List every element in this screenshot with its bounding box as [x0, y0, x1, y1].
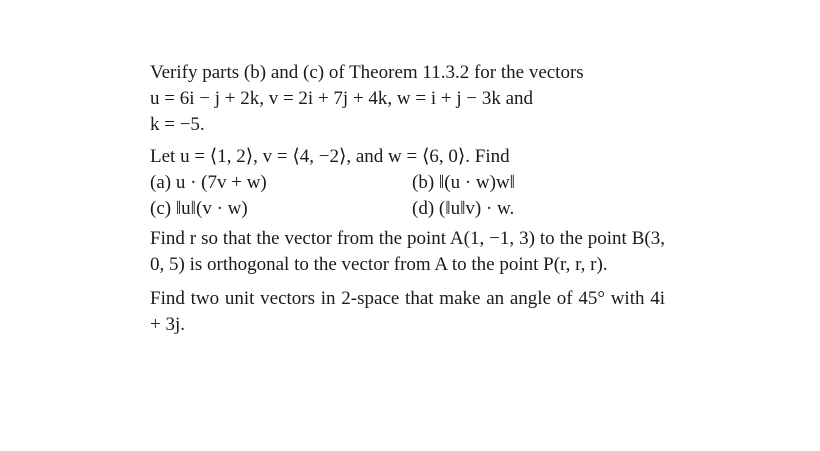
part-d: (d) (‖u‖v) · w.	[412, 198, 515, 219]
problem-find-expressions	[150, 144, 665, 222]
problem1-line1: Verify parts (b) and (c) of Theorem 11.3.2 for the vectors	[150, 62, 584, 83]
problem-verify-theorem	[150, 60, 665, 138]
problem-unit-vectors: Find two unit vectors in 2-space that make an angle of 45° with 4i + 3j.	[150, 288, 665, 335]
exercise-block	[150, 60, 665, 338]
problem1-line3: k = −5.	[150, 114, 205, 135]
problem-orthogonal-vector: Find r so that the vector from the point A(1, −1, 3) to the point B(3, 0, 5) is orthogonal to the vector from A to the point P(r, r, r).	[150, 228, 665, 275]
problem1-line2: u = 6i − j + 2k, v = 2i + 7j + 4k, w = i + j − 3k and	[150, 88, 534, 109]
part-a: (a) u · (7v + w)	[150, 172, 267, 193]
problem2-intro: Let u = ⟨1, 2⟩, v = ⟨4, −2⟩, and w = ⟨6, 0⟩. Find	[150, 146, 510, 167]
problem2-parts-grid	[150, 170, 665, 222]
part-b: (b) ‖(u · w)w‖	[412, 172, 515, 193]
part-c: (c) ‖u‖(v · w)	[150, 198, 248, 219]
